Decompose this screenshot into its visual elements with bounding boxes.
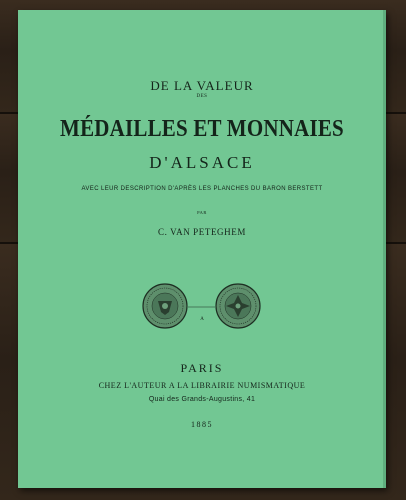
des-word: DES xyxy=(196,94,208,99)
plate-letter: A xyxy=(200,317,204,322)
main-title: MÉDAILLES ET MONNAIES xyxy=(60,114,344,142)
book-cover xyxy=(18,10,386,488)
par-word: PAR xyxy=(197,210,207,215)
author: C. VAN PETEGHEM xyxy=(158,227,246,237)
year: 1885 xyxy=(191,420,213,429)
city: PARIS xyxy=(180,361,224,375)
pre-title: DE LA VALEUR xyxy=(150,78,254,93)
address: Quai des Grands-Augustins, 41 xyxy=(148,396,256,403)
subtitle: AVEC LEUR DESCRIPTION D'APRÈS LES PLANCHES DU BARON BERSTETT xyxy=(81,186,323,192)
coin-illustration xyxy=(142,281,262,333)
publisher: CHEZ L'AUTEUR A LA LIBRAIRIE NUMISMATIQUE xyxy=(98,381,306,390)
region-title: D'ALSACE xyxy=(149,153,255,172)
